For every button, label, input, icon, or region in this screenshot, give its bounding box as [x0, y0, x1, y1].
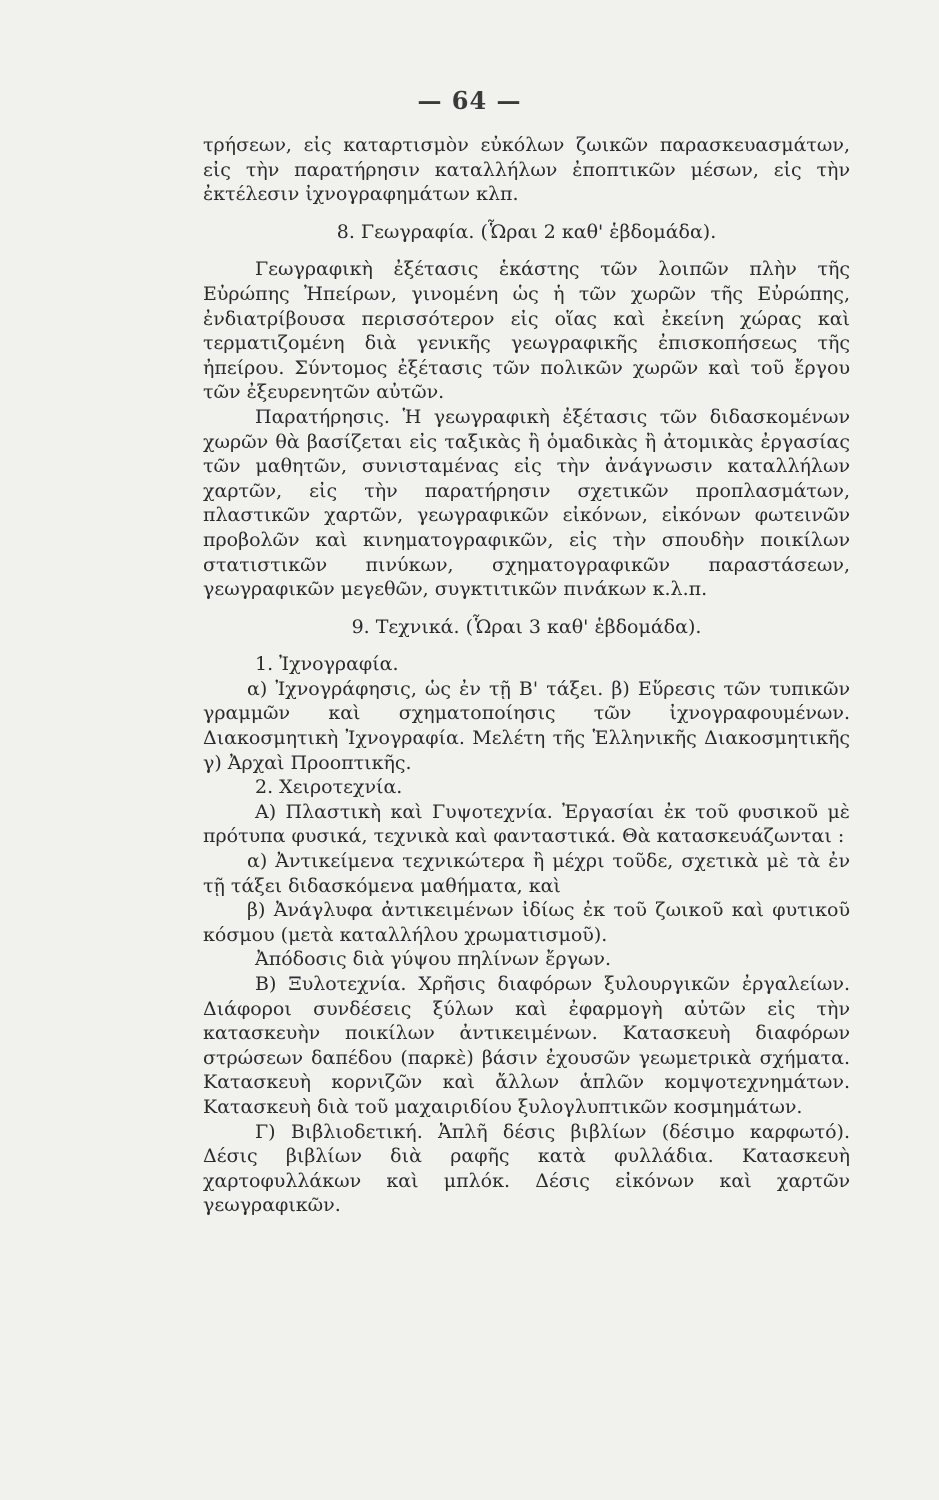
paragraph-observation: Παρατήρησις. Ἡ γεωγραφικὴ ἐξέτασις τῶν διδασκομένων χωρῶν θὰ βασίζεται εἰς ταξικὰς ἢ ὁμαδικὰς ἢ ἀτομικὰς ἐργασίας τῶν μαθητῶν, συνισταμένας εἰς τὴν ἀνάγνωσιν καταλλήλων χαρτῶν, εἰς τὴν παρατήρησιν σχετικῶν προπλασμάτων, πλαστικῶν χαρτῶν, γεωγραφικῶν εἰκόνων, εἰκόνων φωτεινῶν προβολῶν καὶ κινηματογραφικῶν, εἰς τὴν σπουδὴν ποικίλων στατιστικῶν πινύκων, σχηματογραφικῶν παραστάσεων, γεωγραφικῶν μεγεθῶν, συγκτιτικῶν πινάκων κ.λ.π.: [203, 405, 850, 601]
page-number: — 64 —: [417, 86, 522, 115]
subheading-drawing: 1. Ἰχνογραφία.: [255, 653, 399, 676]
section-heading-geography: 8. Γεωγραφία. (Ὧραι 2 καθ' ἑβδομάδα).: [336, 220, 717, 243]
paragraph-woodwork: Β) Ξυλοτεχνία. Χρῆσις διαφόρων ξυλουργικῶν ἐργαλείων. Διάφοροι συνδέσεις ξύλων καὶ ἐφαρμογὴ αὐτῶν εἰς τὴν κατασκευὴν ποικίλων ἀντικειμένων. Κατασκευὴ διαφόρων στρώσεων δαπέδου (παρκὲ) βάσιν ἐχουσῶν γεωμετρικὰ σχήματα. Κατασκευὴ κορνιζῶν καὶ ἄλλων ἁπλῶν κομψοτεχνημάτων. Κατασκευὴ διὰ τοῦ μαχαιριδίου ξυλογλυπτικῶν κοσμημάτων.: [203, 973, 850, 1118]
page-text: [203, 133, 850, 1218]
subheading-handicraft: 2. Χειροτεχνία.: [255, 776, 403, 799]
section-heading-technical: 9. Τεχνικά. (Ὧραι 3 καθ' ἑβδομάδα).: [351, 615, 702, 638]
paragraph-plastic-arts: Α) Πλαστικὴ καὶ Γυψοτεχνία. Ἐργασίαι ἐκ τοῦ φυσικοῦ μὲ πρότυπα φυσικά, τεχνικὰ καὶ φανταστικά. Θὰ κατασκευάζωνται :: [203, 800, 850, 848]
paragraph-continuation: τρήσεων, εἰς καταρτισμὸν εὐκόλων ζωικῶν παρασκευασμάτων, εἰς τὴν παρατήρησιν καταλλήλων ἐποπτικῶν μέσων, εἰς τὴν ἐκτέλεσιν ἰχνογραφημάτων κλπ.: [203, 134, 850, 206]
paragraph-geography-body: Γεωγραφικὴ ἐξέτασις ἑκάστης τῶν λοιπῶν πλὴν τῆς Εὐρώπης Ἠπείρων, γινομένη ὡς ἡ τῶν χωρῶν τῆς Εὐρώπης, ἐνδιατρίβουσα περισσότερον εἰς οἵας καὶ ἐκείνη χώρας καὶ τερματιζομένη διὰ γενικῆς γεωγραφικῆς ἐπισκοπήσεως τῆς ἠπείρου. Σύντομος ἐξέτασις τῶν πολικῶν χωρῶν καὶ τοῦ ἔργου τῶν ἐξευρενητῶν αὐτῶν.: [203, 258, 850, 404]
paragraph-bookbinding: Γ) Βιβλιοδετική. Ἁπλῆ δέσις βιβλίων (δέσιμο καρφωτό). Δέσις βιβλίων διὰ ραφῆς κατὰ φυλλάδια. Κατασκευὴ χαρτοφυλλάκων καὶ μπλόκ. Δέσις εἰκόνων καὶ χαρτῶν γεωγραφικῶν.: [203, 1120, 850, 1217]
paragraph-item-b: β) Ἀνάγλυφα ἀντικειμένων ἰδίως ἐκ τοῦ ζωικοῦ καὶ φυτικοῦ κόσμου (μετὰ καταλλήλου χρωματισμοῦ).: [203, 899, 850, 946]
paragraph-item-a: α) Ἀντικείμενα τεχνικώτερα ἢ μέχρι τοῦδε, σχετικὰ μὲ τὰ ἐν τῇ τάξει διδασκόμενα μαθήματα, καὶ: [203, 850, 850, 897]
paragraph-drawing: α) Ἰχνογράφησις, ὡς ἐν τῇ Β' τάξει. β) Εὕρεσις τῶν τυπικῶν γραμμῶν καὶ σχηματοποίησις τῶν ἰχνογραφουμένων. Διακοσμητικὴ Ἰχνογραφία. Μελέτη τῆς Ἑλληνικῆς Διακοσμητικῆς γ) Ἀρχαὶ Προοπτικῆς.: [203, 677, 850, 774]
paragraph-plaster: Ἀπόδοσις διὰ γύψου πηλίνων ἔργων.: [255, 948, 612, 971]
